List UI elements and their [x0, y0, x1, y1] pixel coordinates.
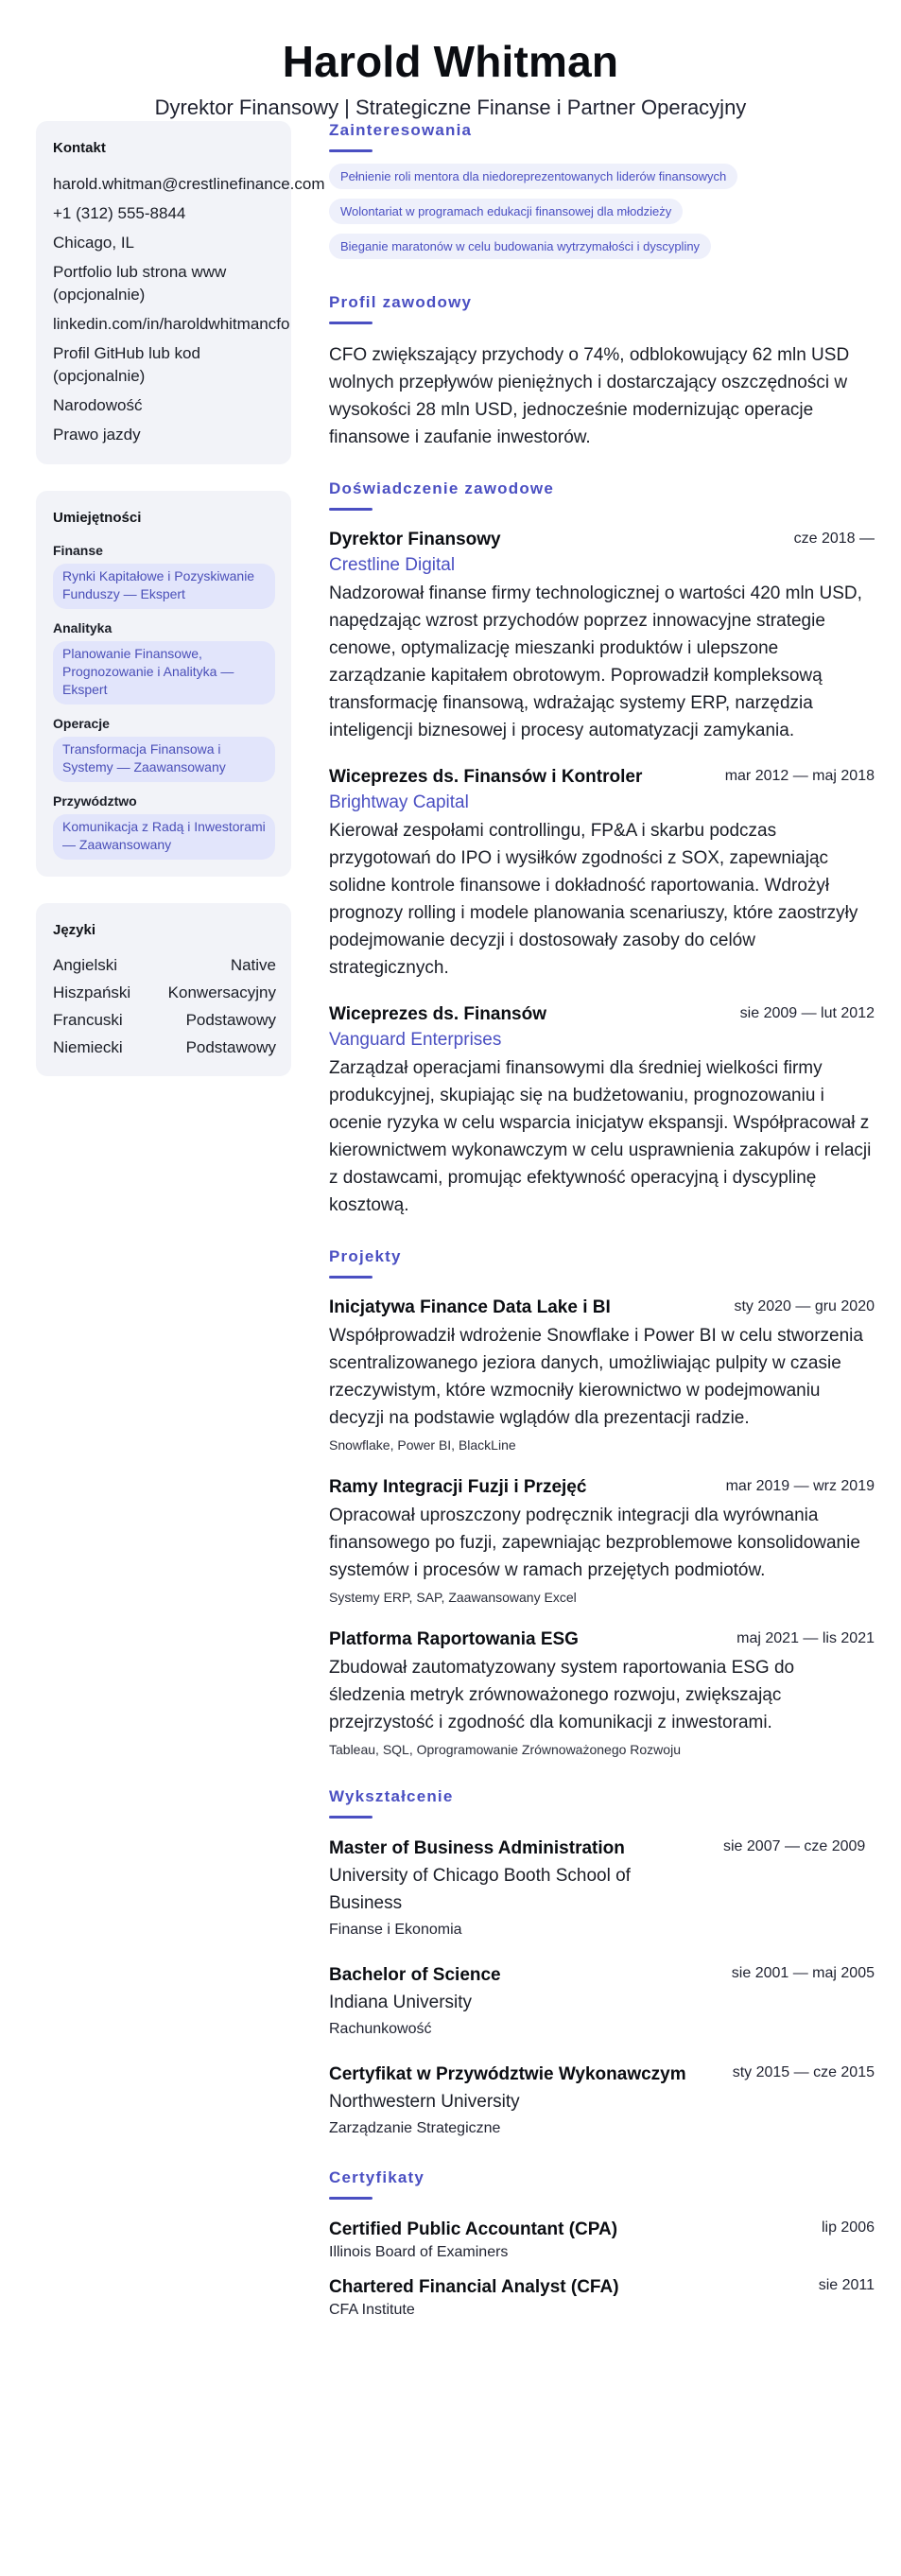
project-description: Zbudował zautomatyzowany system raportowania ESG do śledzenia metryk zrównoważonego rozwoju, zwiększając przejrzystość i zgodność dla komunikacji z inwestorami. — [329, 1658, 795, 1732]
project-name: Platforma Raportowania ESG — [329, 1629, 579, 1649]
language-name: Hiszpański — [53, 983, 131, 1001]
project-technologies: Systemy ERP, SAP, Zaawansowany Excel — [329, 1590, 577, 1605]
section-title: Doświadczenie zawodowe — [329, 479, 555, 497]
section-divider — [329, 1816, 373, 1819]
language-name: Angielski — [53, 956, 118, 974]
main-column — [329, 121, 875, 2349]
education-entry — [329, 1836, 875, 1941]
interest-pill: Wolontariat w programach edukacji finansowej dla młodzieży — [329, 199, 683, 224]
certificate-entry — [329, 2217, 875, 2263]
section-divider — [329, 2197, 373, 2200]
person-name: Harold Whitman — [282, 37, 619, 86]
contact-phone[interactable]: +1 (312) 555-8844 — [53, 204, 186, 222]
company-name: Brightway Capital — [329, 792, 469, 812]
education-dates: sie 2001 — maj 2005 — [731, 1965, 875, 1981]
degree-name: Master of Business Administration — [329, 1838, 625, 1858]
profile-section — [329, 293, 875, 451]
skills-title: Umiejętności — [53, 510, 142, 526]
experience-entry — [329, 1002, 875, 1219]
projects-section — [329, 1247, 875, 1759]
job-title: Dyrektor Finansowy — [329, 530, 501, 549]
certificate-date: sie 2011 — [818, 2277, 875, 2293]
project-dates: sty 2020 — gru 2020 — [734, 1298, 875, 1314]
language-row — [53, 1010, 276, 1031]
experience-entry — [329, 765, 875, 982]
contact-card — [36, 121, 325, 464]
skill-pill: Rynki Kapitałowe i Pozyskiwanie Funduszy — Ekspert — [53, 564, 275, 609]
education-dates: sty 2015 — cze 2015 — [732, 2064, 875, 2080]
language-level: Podstawowy — [185, 1038, 276, 1056]
section-title: Wykształcenie — [329, 1787, 454, 1805]
language-name: Francuski — [53, 1011, 123, 1029]
interest-pill: Bieganie maratonów w celu budowania wytrzymałości i dyscypliny — [329, 234, 711, 259]
field-of-study: Finanse i Ekonomia — [329, 1922, 462, 1938]
section-title: Zainteresowania — [329, 121, 473, 139]
job-title: Wiceprezes ds. Finansów i Kontroler — [329, 767, 643, 787]
languages-card — [36, 903, 291, 1076]
contact-email[interactable]: harold.whitman@crestlinefinance.com — [53, 175, 325, 193]
section-title: Profil zawodowy — [329, 293, 473, 311]
school-name: University of Chicago Booth School of Business — [329, 1866, 631, 1913]
skill-group — [53, 793, 276, 860]
project-technologies: Snowflake, Power BI, BlackLine — [329, 1437, 516, 1453]
language-row — [53, 1037, 276, 1058]
language-level: Native — [230, 956, 276, 974]
education-entry — [329, 2062, 875, 2140]
sidebar — [36, 121, 325, 2349]
profile-summary: CFO zwiększający przychody o 74%, odblokowujący 62 mln USD wolnych przepływów pieniężnych i dostarczający oszczędności w wysokości 28 mln USD, jednocześnie modernizując operacje finansowe i zaufanie inwestorów. — [329, 345, 850, 447]
skill-pill: Planowanie Finansowe, Prognozowanie i Analityka — Ekspert — [53, 641, 275, 705]
certificate-name: Certified Public Accountant (CPA) — [329, 2219, 618, 2239]
project-entry — [329, 1475, 875, 1607]
language-row — [53, 983, 276, 1003]
contact-nationality: Narodowość — [53, 396, 143, 414]
contact-location: Chicago, IL — [53, 234, 134, 252]
person-headline: Dyrektor Finansowy | Strategiczne Finanse i Partner Operacyjny — [154, 96, 747, 119]
section-divider — [329, 322, 373, 324]
project-dates: mar 2019 — wrz 2019 — [725, 1478, 875, 1494]
degree-name: Certyfikat w Przywództwie Wykonawczym — [329, 2064, 686, 2084]
section-title: Projekty — [329, 1247, 402, 1265]
skill-group — [53, 543, 276, 609]
section-divider — [329, 508, 373, 511]
company-name: Crestline Digital — [329, 555, 456, 575]
skill-category: Finanse — [53, 543, 103, 558]
certificate-name: Chartered Financial Analyst (CFA) — [329, 2277, 619, 2297]
skill-group — [53, 716, 276, 782]
interest-pill: Pełnienie roli mentora dla niedoreprezentowanych liderów finansowych — [329, 164, 737, 189]
project-description: Opracował uproszczony podręcznik integracji dla wyrównania finansowego po fuzji, zapewniając bezproblemowe konsolidowanie systemów i procesów w ramach przejętych podmiotów. — [329, 1506, 860, 1580]
certificate-issuer: Illinois Board of Examiners — [329, 2244, 509, 2260]
job-dates: mar 2012 — maj 2018 — [724, 768, 875, 784]
contact-portfolio: Portfolio lub strona www (opcjonalnie) — [53, 263, 227, 304]
contact-linkedin[interactable]: linkedin.com/in/haroldwhitmancfo — [53, 315, 290, 333]
section-divider — [329, 149, 373, 152]
section-title: Certyfikaty — [329, 2168, 425, 2186]
resume-header — [0, 0, 901, 121]
job-title: Wiceprezes ds. Finansów — [329, 1004, 547, 1024]
skill-pill: Transformacja Finansowa i Systemy — Zaawansowany — [53, 737, 275, 782]
field-of-study: Zarządzanie Strategiczne — [329, 2120, 501, 2136]
project-description: Współprowadził wdrożenie Snowflake i Power BI w celu stworzenia scentralizowanego jeziora danych, umożliwiając pulpity w czasie rzeczywistym, które wzmocniły kierownictwo w podejmowaniu decyzji na podstawie wglądów dla prezentacji radzie. — [329, 1326, 863, 1428]
experience-section — [329, 479, 875, 1219]
education-entry — [329, 1962, 875, 2041]
section-divider — [329, 1276, 373, 1279]
field-of-study: Rachunkowość — [329, 2021, 432, 2037]
project-entry — [329, 1627, 875, 1759]
education-section — [329, 1787, 875, 2140]
job-description: Kierował zespołami controllingu, FP&A i skarbu podczas przygotowań do IPO i wysiłków zgodności z SOX, zapewniając solidne kontrole finansowe i dokładność raportowania. Wdrożył prognozy rolling i modele planowania scenariuszy, które zaostrzyły podejmowanie decyzji i dostosowały zasoby do celów strategicznych. — [329, 821, 858, 978]
experience-entry — [329, 528, 875, 744]
project-technologies: Tableau, SQL, Oprogramowanie Zrównoważonego Rozwoju — [329, 1742, 681, 1757]
education-dates: sie 2007 — cze 2009 — [723, 1838, 866, 1854]
contact-github: Profil GitHub lub kod (opcjonalnie) — [53, 344, 200, 385]
skill-category: Operacje — [53, 716, 110, 731]
certificate-date: lip 2006 — [821, 2219, 875, 2236]
language-row — [53, 955, 276, 976]
project-dates: maj 2021 — lis 2021 — [736, 1630, 875, 1646]
skills-card — [36, 491, 291, 877]
project-name: Inicjatywa Finance Data Lake i BI — [329, 1297, 611, 1317]
certificates-section — [329, 2168, 875, 2321]
languages-title: Języki — [53, 922, 96, 938]
job-description: Nadzorował finanse firmy technologicznej o wartości 420 mln USD, napędzając wzrost przychodów poprzez innowacyjne strategie cenowe, optymalizację mieszanki produktów i ulepszone zarządzanie kapitałem obrotowym. Poprowadził kompleksową transformację finansową, wdrażając systemy ERP, narzędzia inteligencji biznesowej i procesy automatyzacji zamykania. — [329, 583, 862, 740]
degree-name: Bachelor of Science — [329, 1965, 501, 1985]
skill-pill: Komunikacja z Radą i Inwestorami — Zaawansowany — [53, 814, 275, 860]
job-dates: sie 2009 — lut 2012 — [739, 1005, 875, 1021]
skill-category: Przywództwo — [53, 793, 137, 809]
language-level: Podstawowy — [185, 1011, 276, 1029]
project-entry — [329, 1296, 875, 1454]
certificate-issuer: CFA Institute — [329, 2302, 415, 2318]
job-description: Zarządzał operacjami finansowymi dla średniej wielkości firmy produkcyjnej, skupiając się na budżetowaniu, prognozowaniu i ocenie ryzyka w celu wsparcia inicjatyw ekspansji. Współpracował z kierownictwem wykonawczym w celu usprawnienia zakupów i relacji z dostawcami, promując efektywność operacyjną i dyscyplinę kosztową. — [329, 1058, 872, 1215]
school-name: Northwestern University — [329, 2092, 520, 2112]
project-name: Ramy Integracji Fuzji i Przejęć — [329, 1477, 587, 1497]
interests-section — [329, 121, 875, 269]
contact-title: Kontakt — [53, 140, 106, 156]
company-name: Vanguard Enterprises — [329, 1030, 502, 1050]
skill-group — [53, 620, 276, 705]
language-name: Niemiecki — [53, 1038, 123, 1056]
skill-category: Analityka — [53, 620, 113, 635]
contact-license: Prawo jazdy — [53, 426, 141, 444]
certificate-entry — [329, 2274, 875, 2321]
language-level: Konwersacyjny — [167, 983, 276, 1001]
job-dates: cze 2018 — — [793, 531, 875, 547]
school-name: Indiana University — [329, 1993, 473, 2012]
